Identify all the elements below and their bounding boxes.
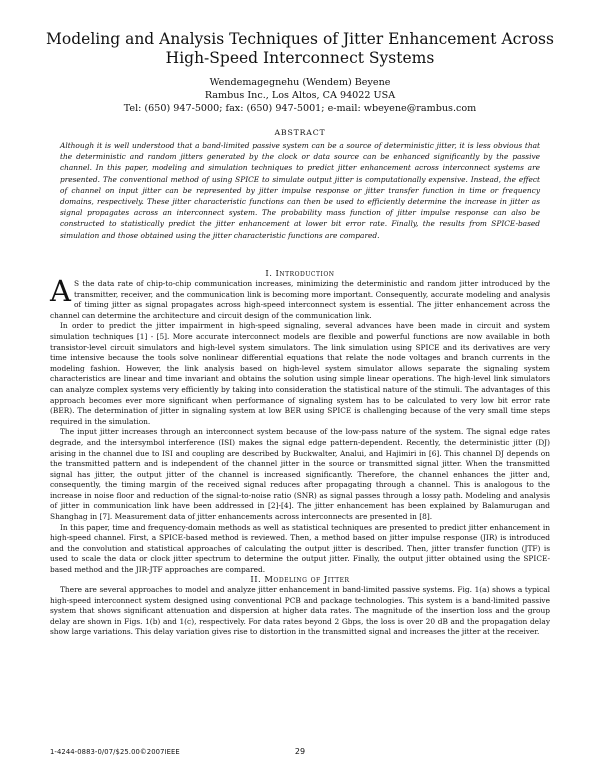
author-affiliation: Rambus Inc., Los Altos, CA 94022 USA xyxy=(204,90,396,101)
title-line-2: High-Speed Interconnect Systems xyxy=(165,49,435,67)
section-1-paragraph-3: The input jitter increases through an interconnect system because of the low-pass nature of the system. The signal edge rates degrade, and the intersymbol interference (ISI) makes the signal edge pattern-dependent. Recently, the deterministic jitter (DJ) arising in the channel due to ISI and coupling are described by Buckwalter, Analui, and Hajimiri in [6]. This channel DJ depends on the transmitted pattern and is independent of the channel jitter in the source or transmitted signal jitter. When the transmitted signal has jitter, the output jitter of the channel is increased significantly. Therefore, the channel enhances the jitter and, consequently, the timing margin of the received signal reduces after propagating through a channel. This is analogous to the increase in noise floor and reduction of the signal-to-noise ratio (SNR) as signal passes through a lossy path. Modeling and analysis of jitter in communication link have been addressed in [2]-[4]. The jitter enhancement has been explained by Balamurugan and Shanghag in [7]. Measurement data of jitter enhancements across interconnects are presented in [8]. xyxy=(50,427,550,522)
author-contact: Tel: (650) 947-5000; fax: (650) 947-5001; e-mail: wbeyene@rambus.com xyxy=(123,103,477,114)
section-1-body xyxy=(50,274,550,576)
page-number: 29 xyxy=(294,747,306,756)
section-1-paragraph-4: In this paper, time and frequency-domain methods as well as statistical techniques are presented to predict jitter enhancement in high-speed channel. First, a SPICE-based method is reviewed. Then, a method based on jitter impulse response (JIR) is introduced and the convolution and statistical approaches of calculating the output jitter is described. Then, jitter transfer function (JTF) is used to scale the data or clock jitter spectrum to determine the output jitter. Finally, the output jitter obtained using the SPICE-based method and the JIR-JTF approaches are compared. xyxy=(50,522,550,575)
section-1-paragraph-1 xyxy=(50,274,550,321)
drop-cap: A xyxy=(50,274,71,308)
author-name: Wendemagegnehu (Wendem) Beyene xyxy=(209,77,391,88)
section-2-paragraph-1: There are several approaches to model and analyze jitter enhancement in band-limited passive systems. Fig. 1(a) shows a typical high-speed interconnect system designed using conventional PCB and package technologies. This system is a band-limited passive system that shows significant attenuation and dispersion at higher data rates. The magnitude of the insertion loss and the group delay are shown in Figs. 1(b) and 1(c), respectively. For data rates beyond 2 Gbps, the loss is over 20 dB and the propagation delay show large variations. This delay variation gives rise to distortion in the transmitted signal and increases the jitter at the receiver. xyxy=(50,585,550,637)
section-1-paragraph-1-text: S the data rate of chip-to-chip communication increases, minimizing the deterministic and random jitter introduced by the transmitter, receiver, and the communication link is becoming more important. Consequently, accurate modeling and analysis of timing jitter as signal propagates across high-speed interconnect system is essential. The jitter enhancement across the channel can determine the architecture and circuit design of the communication link. xyxy=(50,279,550,320)
section-1-heading-text: I. Introduction xyxy=(265,268,335,278)
section-1-paragraph-2: In order to predict the jitter impairment in high-speed signaling, several advances have been made in circuit and system simulation techniques [1] - [5]. More accurate interconnect models are flexible and powerful functions are now available in both transistor-level circuit simulators and high-level system simulators. The link simulation using SPICE and its derivatives are very time intensive because the tools solve nonlinear differential equations that relate the node voltages and branch currents in the modeling fashion. However, the link analysis based on high-level system simulator allows separate the signaling system characteristics are linear and time invariant and obtains the solution using simple linear operations. The high-level link simulators can analyze complex systems very efficiently by taking into consideration the statistical nature of the stimuli. The advantages of this approach becomes ever more significant when performance of signaling system has to be calculated to very low bit error rate (BER). The determination of jitter in signaling system at low BER using SPICE is challenging because of the very small time steps required in the simulation. xyxy=(50,321,550,426)
section-2-body xyxy=(50,585,550,747)
section-2-heading xyxy=(50,574,550,584)
paper-title xyxy=(40,30,560,68)
section-2-heading-text: II. Modeling of Jitter xyxy=(250,574,350,584)
abstract-heading: ABSTRACT xyxy=(274,128,326,137)
section-1-heading xyxy=(50,268,550,278)
title-line-1: Modeling and Analysis Techniques of Jitter Enhancement Across xyxy=(46,30,554,48)
footer-copyright: 1-4244-0883-0/07/$25.00©2007IEEE xyxy=(50,748,180,756)
abstract-text: Although it is well understood that a band-limited passive system can be a source of deterministic jitter, it is less obvious that the deterministic and random jitters generated by the clock or data source can be enhanced significantly by the passive channel. In this paper, modeling and simulation techniques to predict jitter enhancement across interconnect systems are presented. The conventional method of using SPICE to simulate output jitter is computationally expensive. Instead, the effect of channel on input jitter can be represented by jitter impulse response or jitter transfer function in time or frequency domains, respectively. These jitter characteristic functions can then be used to efficiently determine the increase in jitter as signal propagates across an interconnect system. The probability mass function of jitter impulse response can also be constructed to statistically predict the jitter enhancement at lower bit error rate. Finally, the results from SPICE-based simulation and those obtained using the jitter characteristic functions are compared. xyxy=(60,141,540,240)
